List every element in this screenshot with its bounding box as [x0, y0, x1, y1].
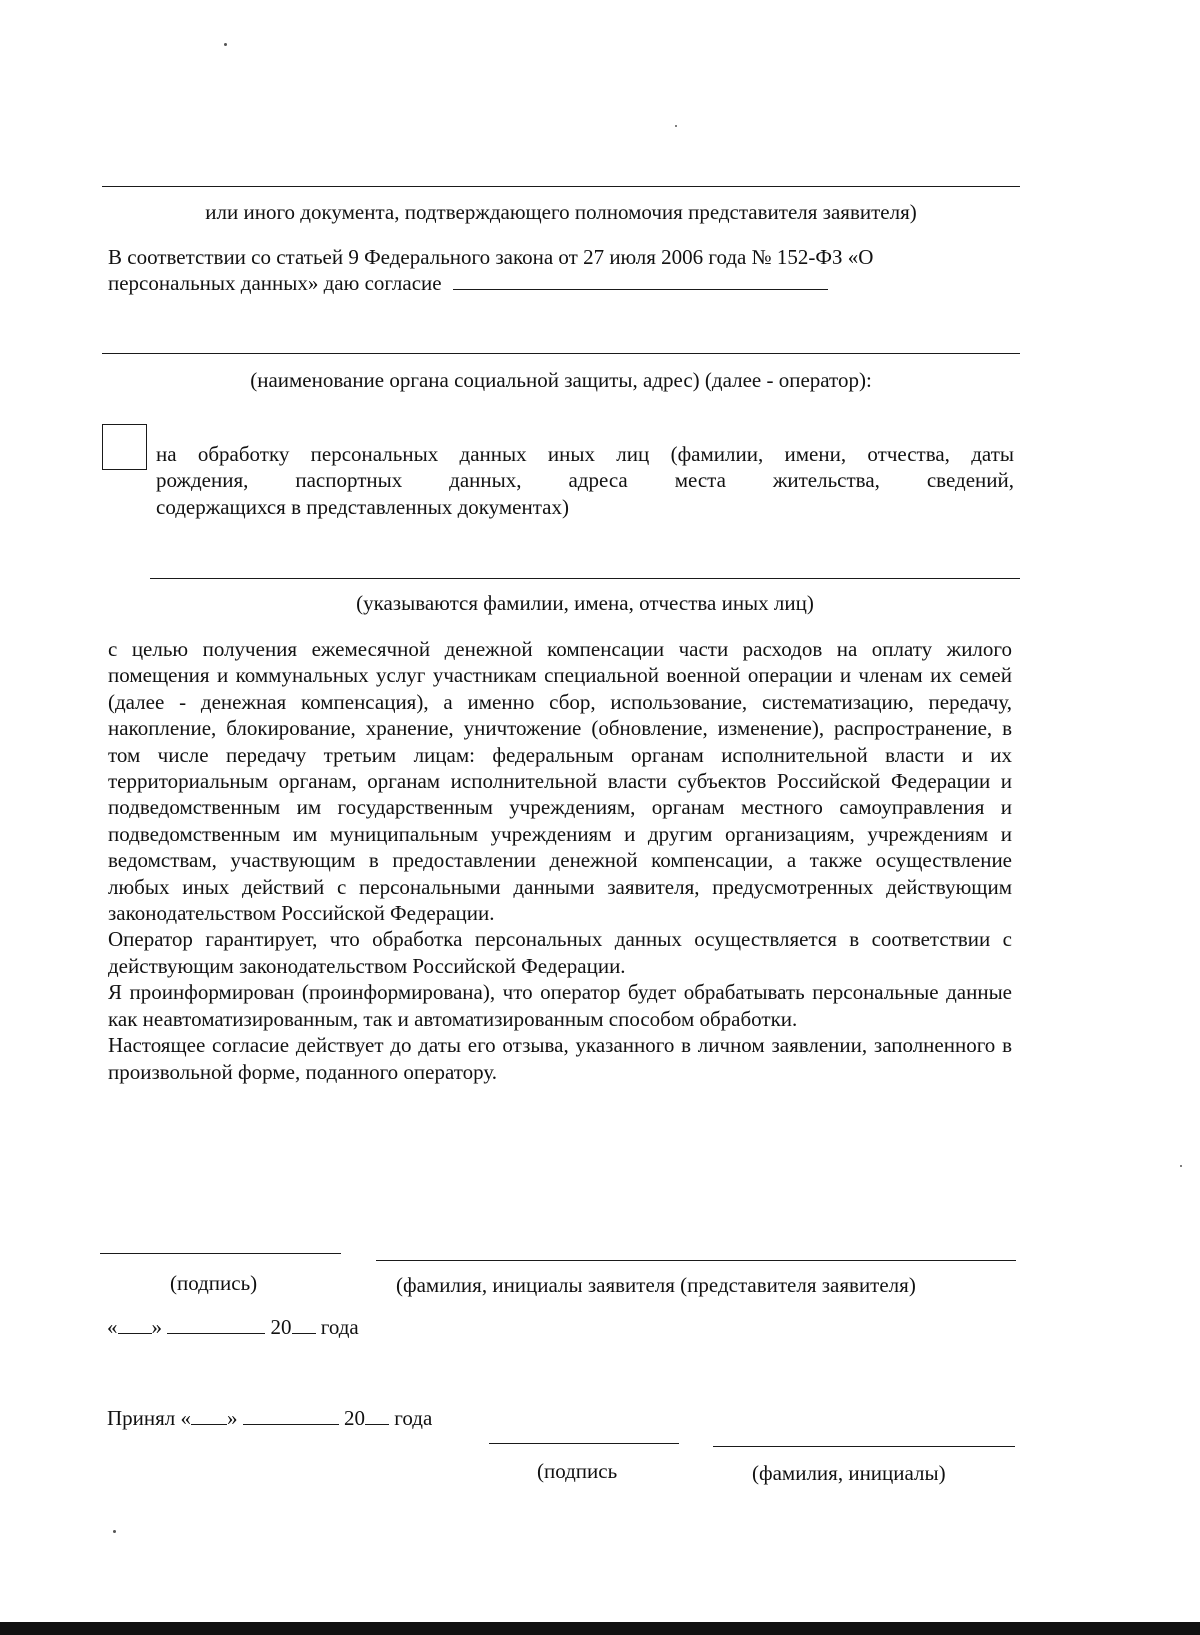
accepted-date-month-field[interactable] [243, 1406, 339, 1425]
other-persons-consent-line1: на обработку персональных данных иных лиц (фамилии, имени, отчества, даты [156, 442, 1014, 466]
accepted-year-prefix: 20 [344, 1406, 366, 1430]
scan-edge-bar [0, 1622, 1200, 1635]
validity-paragraph: Настоящее согласие действует до даты его отзыва, указанного в личном заявлении, заполненного в произвольной форме, поданного оператору. [108, 1033, 1012, 1084]
accepted-signature-caption: (подпись [537, 1459, 618, 1483]
other-persons-caption: (указываются фамилии, имена, отчества иных лиц) [356, 591, 814, 615]
accepted-year-suffix: года [394, 1406, 433, 1430]
applicant-signature-line[interactable] [100, 1253, 341, 1254]
accepted-signature-line[interactable] [489, 1443, 679, 1444]
consent-intro-line2: персональных данных» даю согласие [108, 271, 442, 295]
accepted-name-line[interactable] [713, 1446, 1015, 1447]
applicant-date-year-field[interactable] [292, 1315, 316, 1334]
accepted-close-quote: » [227, 1406, 238, 1430]
applicant-name-line[interactable] [376, 1260, 1016, 1261]
accepted-label: Принял « [107, 1406, 192, 1430]
consent-intro-line1: В соответствии со статьей 9 Федерального закона от 27 июля 2006 года № 152-ФЗ «О [108, 245, 874, 269]
accepted-name-caption: (фамилия, инициалы) [752, 1461, 946, 1485]
accepted-date-day-field[interactable] [191, 1406, 227, 1425]
accepted-date-year-field[interactable] [365, 1406, 389, 1425]
operator-address-line[interactable] [102, 353, 1020, 354]
other-persons-names-line[interactable] [150, 578, 1020, 579]
other-persons-consent-text [156, 441, 1014, 520]
scan-speck [1180, 1165, 1182, 1167]
applicant-date-row [107, 1314, 359, 1340]
consent-body [108, 636, 1012, 1085]
scan-speck [675, 125, 677, 127]
scan-speck [224, 43, 227, 46]
applicant-date-day-field[interactable] [118, 1315, 152, 1334]
applicant-signature-caption: (подпись) [170, 1271, 258, 1295]
date-year-prefix: 20 [270, 1315, 292, 1339]
other-persons-consent-line2: рождения, паспортных данных, адреса места жительства, сведений, [156, 468, 1014, 493]
other-persons-consent-line3: содержащихся в представленных документах) [156, 494, 569, 519]
applicant-name-caption: (фамилия, инициалы заявителя (представителя заявителя) [396, 1273, 916, 1297]
operator-caption: (наименование органа социальной защиты, адрес) (далее - оператор): [250, 368, 872, 392]
purpose-paragraph: с целью получения ежемесячной денежной компенсации части расходов на оплату жилого помещения и коммунальных услуг участникам специальной военной операции и членам их семей (далее - денежная компенсация), а именно сбор, использование, систематизацию, передачу, накопление, блокирование, хранение, уничтожение (обновление, изменение), распространение, в том числе передачу третьим лицам: федеральным органам исполнительной власти и их территориальным органам, органам исполнительной власти субъектов Российской Федерации и подведомственным им государственным учреждениям, органам местного самоуправления и подведомственным им муниципальным учреждениям и другим организациям, учреждениям и ведомствам, участвующим в предоставлении денежной компенсации, а также осуществление любых иных действий с персональными данными заявителя, предусмотренных действующим законодательством Российской Федерации. [108, 637, 1012, 926]
operator-name-field[interactable] [453, 271, 828, 290]
date-close-quote: » [151, 1315, 162, 1339]
date-year-suffix: года [320, 1315, 359, 1339]
informed-paragraph: Я проинформирован (проинформирована), что оператор будет обрабатывать персональные данные как неавтоматизированным, так и автоматизированным способом обработки. [108, 980, 1012, 1031]
representative-document-line[interactable] [102, 186, 1020, 187]
applicant-date-month-field[interactable] [167, 1315, 265, 1334]
consent-intro-line2-row [108, 270, 828, 296]
scan-speck [113, 1530, 116, 1533]
other-persons-consent-checkbox[interactable] [102, 424, 147, 470]
guarantee-paragraph: Оператор гарантирует, что обработка персональных данных осуществляется в соответствии с действующим законодательством Российской Федерации. [108, 927, 1012, 978]
date-open-quote: « [107, 1315, 118, 1339]
accepted-date-row [107, 1405, 432, 1431]
representative-document-caption: или иного документа, подтверждающего полномочия представителя заявителя) [205, 200, 917, 224]
